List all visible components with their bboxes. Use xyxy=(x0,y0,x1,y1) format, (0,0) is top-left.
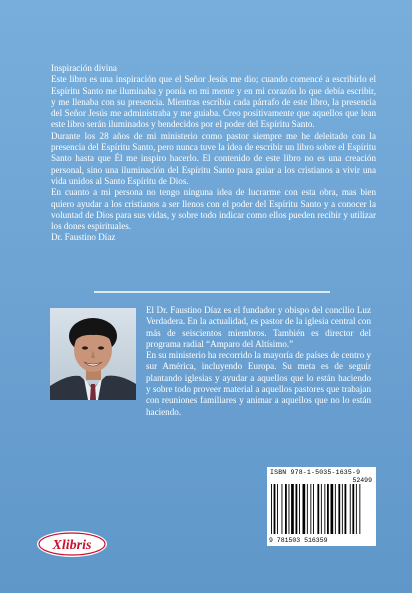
blurb-heading: Inspiración divina xyxy=(51,63,117,73)
section-divider xyxy=(94,291,330,293)
price-code: 52499 xyxy=(352,477,372,484)
blurb-paragraph-3: En cuanto a mi persona no tengo ninguna idea de lucrarme con esta obra, mas bien quiero ayudar a los cristianos a ser llenos con el poder del Espíritu Santo y a conocer la voluntad de Dios para sus vidas, y sobre todo indicar como ellos pueden recibir y utilizar los dones espirituales. xyxy=(51,187,376,232)
isbn-barcode xyxy=(267,467,376,546)
bio-paragraph-1: El Dr. Faustino Díaz es el fundador y obispo del concilio Luz Verdadera. En la actualidad, es pastor de la iglesia central con más de seiscientos miembros. También es director del programa radial “Amparo del Altísimo.” xyxy=(146,305,371,349)
author-photo xyxy=(50,308,136,400)
barcode-bars xyxy=(269,484,374,536)
isbn-number: ISBN 978-1-5035-1635-9 xyxy=(270,469,361,476)
blurb-paragraph-2: Durante los 28 años de mi ministerio como pastor siempre me he deleitado con la presencia del Espíritu Santo, pero nunca tuve la idea de escribir un libro sobre el Espíritu Santo hasta que Él me inspiro hacerlo. El contenido de este libro no es una creación personal, sino una iluminación del Espíritu Santo para guiar a los cristianos a vivir una vida unidos al Santo Espíritu de Dios. xyxy=(51,130,376,186)
ean-number: 9 781503 516359 xyxy=(269,537,328,544)
xlibris-logo xyxy=(36,530,108,558)
author-bio xyxy=(146,305,371,418)
xlibris-logo-text: Xlibris xyxy=(52,538,92,553)
blurb-paragraph-1: Este libro es una inspiración que el Señor Jesús me dio; cuando comencé a escribirlo el Espíritu Santo me iluminaba y ponía en mi mente y en mi corazón lo que debía escribir, y me llenaba con su presencia. Mientras escribía cada párrafo de este libro, la presencia del Señor Jesús me administraba y me guiaba. Creo positivamente que aquellos que lean este libro serán iluminados y bendecidos por el poder del Espíritu Santo. xyxy=(51,74,376,130)
blurb-section xyxy=(51,63,376,244)
blurb-signature: Dr. Faustino Díaz xyxy=(51,232,116,243)
author-portrait-image xyxy=(50,308,136,400)
bio-paragraph-2: En su ministerio ha recorrido la mayoría de países de centro y sur América, incluyendo Europa. Su meta es de seguir plantando iglesias y ayudar a aquellos que lo están haciendo y sobre todo proveer material a aquellos pastores que trabajan con reuniones familiares y animar a aquellos que no lo están haciendo. xyxy=(146,350,371,417)
